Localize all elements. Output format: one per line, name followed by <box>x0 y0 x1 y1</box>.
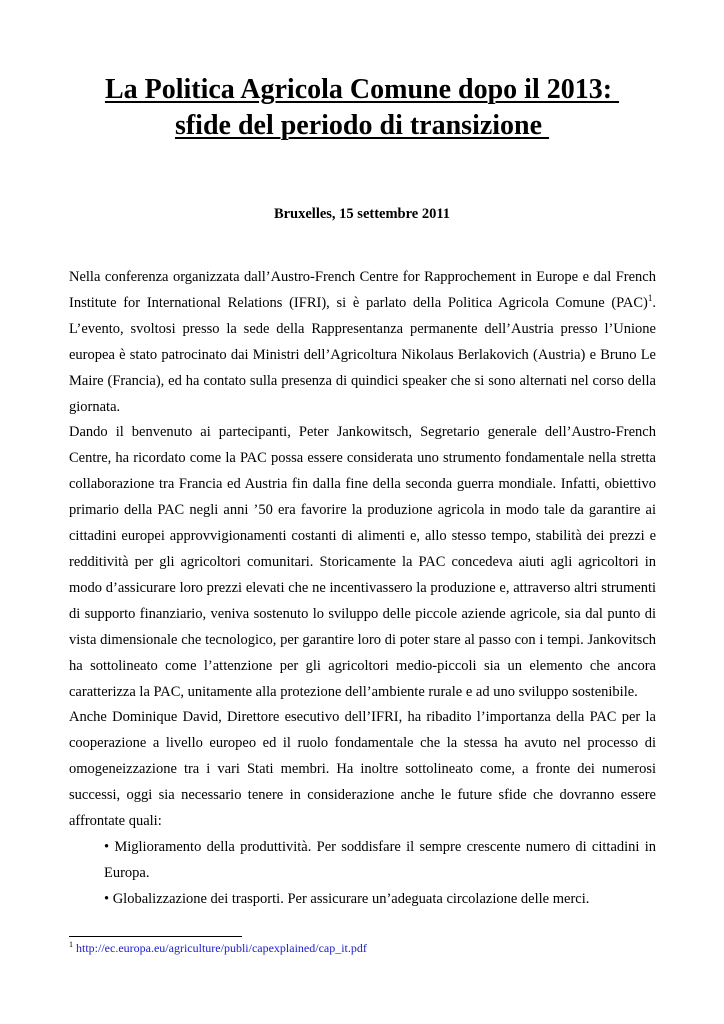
paragraph-intro <box>69 265 656 420</box>
paragraph-intro-start: Nella conferenza organizzata dall’Austro-French Centre for Rapprochement in Europe e dal French Institute for International Relations (IFRI), si è parlato della Politica Agricola Comune (PAC) <box>69 269 656 311</box>
footnote <box>69 940 367 956</box>
body-text <box>69 265 656 913</box>
paragraph-jankowitsch: Dando il benvenuto ai partecipanti, Peter Jankowitsch, Segretario generale dell’Austro-French Centre, ha ricordato come la PAC possa essere considerata uno strumento fondamentale nella stretta collaborazione tra Francia ed Austria fin dalla fine della seconda guerra mondiale. Infatti, obiettivo primario della PAC negli anni ’50 era favorire la produzione agricola in modo tale da garantire ai cittadini europei approvvigionamenti costanti di alimenti e, allo stesso tempo, stabilità dei prezzi e redditività per gli agricoltori comunitari. Storicamente la PAC concedeva aiuti agli agricoltori in modo d’assicurare loro prezzi elevati che ne incentivassero la produzione e, attraverso altri strumenti di supporto finanziario, veniva sostenuto lo sviluppo delle piccole aziende agricole, sia dal punto di vista dimensionale che tecnologico, per garantire loro di poter stare al passo con i tempi. Jankovitsch ha sottolineato come l’attenzione per gli agricoltori medio-piccoli sia un elemento che ancora caratterizza la PAC, unitamente alla protezione dell’ambiente rurale e ad uno sviluppo sostenibile. <box>69 424 656 700</box>
bullet-item: • Miglioramento della produttività. Per soddisfare il sempre crescente numero di cittadini in Europa. <box>104 838 656 881</box>
bullet-item: • Globalizzazione dei trasporti. Per assicurare un’adeguata circolazione delle merci. <box>104 890 590 907</box>
paragraph-intro-end: . L’evento, svoltosi presso la sede della Rappresentanza permanente dell’Austria presso l’Unione europea è stato patrocinato dai Ministri dell’Agricoltura Nikolaus Berlakovich (Austria) e Bruno Le Maire (Francia), ed ha contato sulla presenza di quindici speaker che si sono alternati nel corso della giornata. <box>69 294 656 415</box>
footnote-link[interactable]: http://ec.europa.eu/agriculture/publi/capexplained/cap_it.pdf <box>76 941 367 955</box>
paragraph-david: Anche Dominique David, Direttore esecutivo dell’IFRI, ha ribadito l’importanza della PAC per la cooperazione a livello europeo ed il ruolo fondamentale che la stessa ha avuto nel processo di omogeneizzazione tra i vari Stati membri. Ha inoltre sottolineato come, a fronte dei numerosi successi, oggi sia necessario tenere in considerazione anche le future sfide che dovranno essere affrontate quali: <box>69 709 656 830</box>
title-line-1: La Politica Agricola Comune dopo il 2013: <box>104 74 620 105</box>
footnote-separator <box>69 936 242 937</box>
dateline: Bruxelles, 15 settembre 2011 <box>273 206 451 222</box>
title-line-2: sfide del periodo di transizione <box>174 110 550 141</box>
footnote-number: 1 <box>69 940 73 949</box>
document-title <box>60 72 664 144</box>
footnote-reference[interactable]: 1 <box>647 293 653 304</box>
